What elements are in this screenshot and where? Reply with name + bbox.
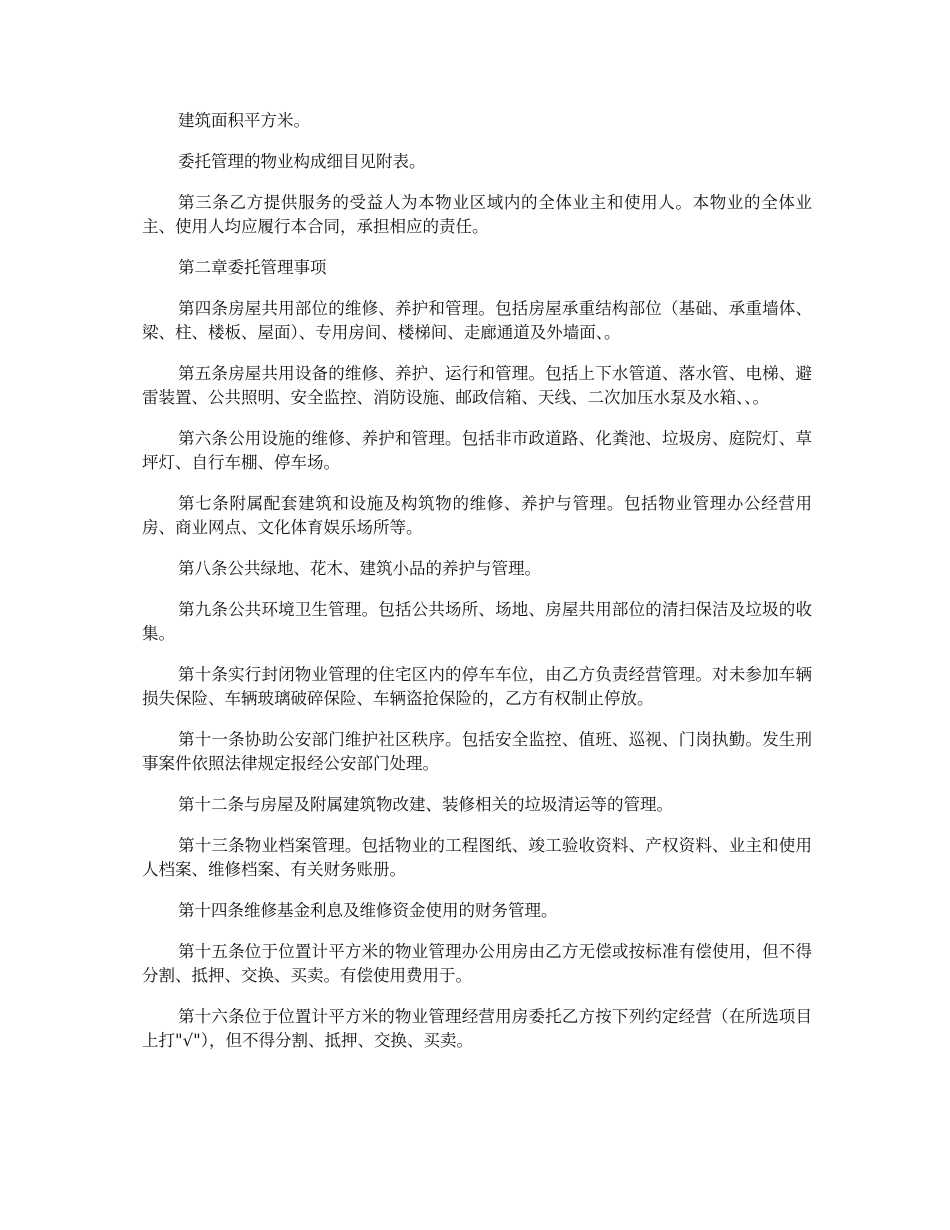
paragraph-article-3: 第三条乙方提供服务的受益人为本物业区域内的全体业主和使用人。本物业的全体业主、使用人均应履行本合同，承担相应的责任。	[142, 193, 812, 236]
paragraph-area-unit: 建筑面积平方米。	[178, 111, 310, 130]
paragraph-article-13: 第十三条物业档案管理。包括物业的工程图纸、竣工验收资料、产权资料、业主和使用人档案、维修档案、有关财务账册。	[142, 836, 812, 879]
paragraph-article-9: 第九条公共环境卫生管理。包括公共场所、场地、房屋共用部位的清扫保洁及垃圾的收集。	[142, 600, 812, 643]
paragraph-article-6: 第六条公用设施的维修、养护和管理。包括非市政道路、化粪池、垃圾房、庭院灯、草坪灯、自行车棚、停车场。	[142, 429, 812, 472]
paragraph-article-11: 第十一条协助公安部门维护社区秩序。包括安全监控、值班、巡视、门岗执勤。发生刑事案件依照法律规定报经公安部门处理。	[142, 730, 812, 773]
paragraph-article-12: 第十二条与房屋及附属建筑物改建、装修相关的垃圾清运等的管理。	[178, 795, 673, 814]
chapter-2-heading: 第二章委托管理事项	[178, 258, 327, 277]
paragraph-property-schedule: 委托管理的物业构成细目见附表。	[178, 152, 426, 171]
paragraph-article-16: 第十六条位于位置计平方米的物业管理经营用房委托乙方按下列约定经营（在所选项目上打"√"），但不得分割、抵押、交换、买卖。	[142, 1007, 812, 1050]
paragraph-article-5: 第五条房屋共用设备的维修、养护、运行和管理。包括上下水管道、落水管、电梯、避雷装置、公共照明、安全监控、消防设施、邮政信箱、天线、二次加压水泵及水箱、、。	[142, 364, 812, 407]
paragraph-article-8: 第八条公共绿地、花木、建筑小品的养护与管理。	[178, 559, 541, 578]
paragraph-article-15: 第十五条位于位置计平方米的物业管理办公用房由乙方无偿或按标准有偿使用，但不得分割、抵押、交换、买卖。有偿使用费用于。	[142, 942, 812, 985]
paragraph-article-7: 第七条附属配套建筑和设施及构筑物的维修、养护与管理。包括物业管理办公经营用房、商业网点、文化体育娱乐场所等。	[142, 494, 812, 537]
paragraph-article-14: 第十四条维修基金利息及维修资金使用的财务管理。	[178, 901, 558, 920]
document-body	[142, 109, 812, 1070]
paragraph-article-10: 第十条实行封闭物业管理的住宅区内的停车车位，由乙方负责经营管理。对未参加车辆损失保险、车辆玻璃破碎保险、车辆盗抢保险的，乙方有权制止停放。	[142, 665, 812, 708]
paragraph-article-4: 第四条房屋共用部位的维修、养护和管理。包括房屋承重结构部位（基础、承重墙体、梁、柱、楼板、屋面）、专用房间、楼梯间、走廊通道及外墙面、。	[142, 299, 812, 342]
